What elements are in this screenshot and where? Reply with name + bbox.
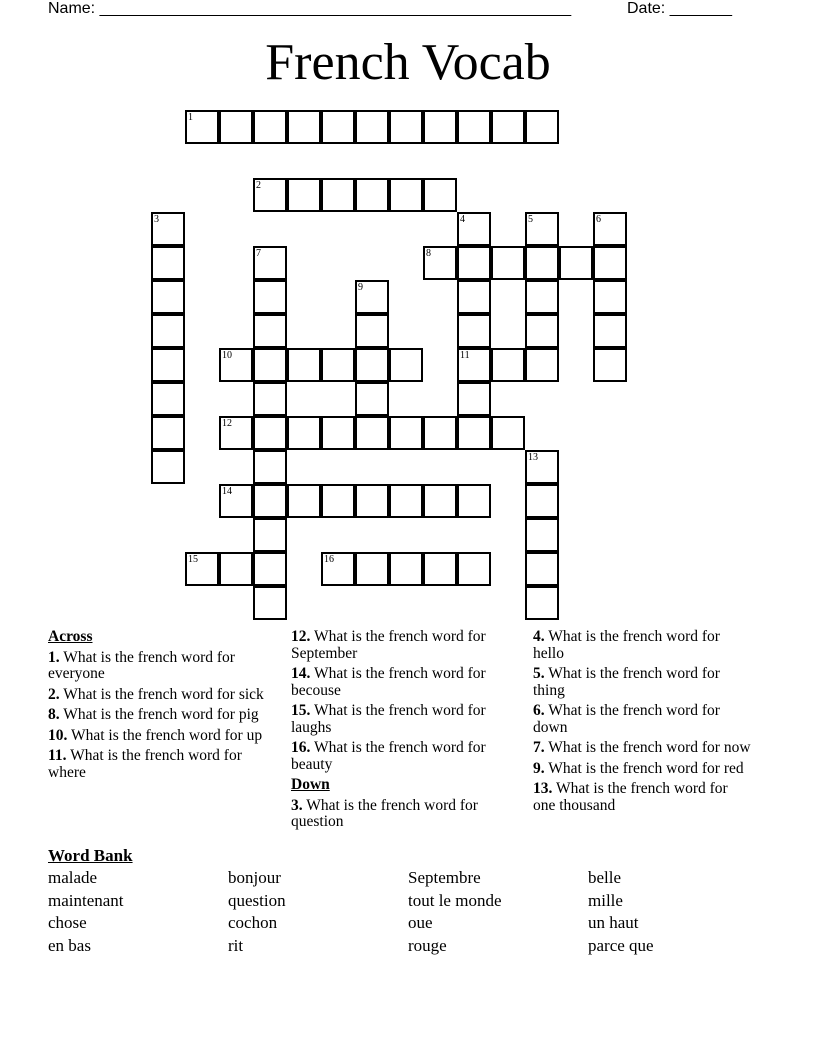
- crossword-cell[interactable]: [253, 416, 287, 450]
- clue-across-14: 14. What is the french word for becouse: [291, 665, 486, 699]
- crossword-cell[interactable]: [253, 586, 287, 620]
- word-bank-item: rit: [228, 936, 244, 955]
- crossword-cell[interactable]: [219, 348, 253, 382]
- crossword-cell[interactable]: [253, 110, 287, 144]
- crossword-cell[interactable]: [355, 280, 389, 314]
- word-bank-item: belle: [588, 868, 622, 887]
- word-bank-item: parce que: [588, 936, 654, 955]
- cell-number: 3: [154, 214, 159, 225]
- word-bank-item: cochon: [228, 913, 278, 932]
- crossword-cell[interactable]: [423, 178, 457, 212]
- crossword-cell[interactable]: [457, 348, 491, 382]
- crossword-cell[interactable]: [253, 484, 287, 518]
- crossword-cell[interactable]: [593, 348, 627, 382]
- clues-column-2: [291, 629, 513, 835]
- word-bank-item: oue: [408, 913, 433, 932]
- crossword-cell[interactable]: [151, 212, 185, 246]
- crossword-cell[interactable]: [457, 552, 491, 586]
- crossword-cell[interactable]: [457, 416, 491, 450]
- cell-number: 8: [426, 248, 431, 259]
- crossword-cell[interactable]: [253, 280, 287, 314]
- clue-across-15: 15. What is the french word for laughs: [291, 702, 486, 736]
- crossword-cell[interactable]: [355, 178, 389, 212]
- word-bank-item: chose: [48, 913, 87, 932]
- crossword-cell[interactable]: [491, 416, 525, 450]
- crossword-cell[interactable]: [355, 484, 389, 518]
- across-heading: Across: [48, 628, 93, 645]
- clues-column-1: [48, 629, 268, 785]
- crossword-cell[interactable]: [593, 212, 627, 246]
- crossword-cell[interactable]: [389, 416, 423, 450]
- cell-number: 2: [256, 180, 261, 191]
- clue-across-1: 1. What is the french word for everyone: [48, 648, 235, 682]
- crossword-cell[interactable]: [355, 382, 389, 416]
- crossword-cell[interactable]: [389, 178, 423, 212]
- crossword-cell[interactable]: [219, 416, 253, 450]
- cell-number: 12: [222, 418, 232, 429]
- cell-number: 6: [596, 214, 601, 225]
- crossword-cell[interactable]: [287, 484, 321, 518]
- crossword-cell[interactable]: [219, 552, 253, 586]
- cell-number: 4: [460, 214, 465, 225]
- crossword-cell[interactable]: [151, 450, 185, 484]
- crossword-cell[interactable]: [457, 246, 491, 280]
- crossword-cell[interactable]: [525, 450, 559, 484]
- crossword-cell[interactable]: [321, 348, 355, 382]
- crossword-cell[interactable]: [219, 484, 253, 518]
- crossword-cell[interactable]: [525, 484, 559, 518]
- crossword-cell[interactable]: [287, 178, 321, 212]
- crossword-cell[interactable]: [457, 280, 491, 314]
- crossword-cell[interactable]: [389, 552, 423, 586]
- name-field-label: Name: _____________________________________________________: [48, 0, 572, 17]
- crossword-cell[interactable]: [491, 110, 525, 144]
- crossword-cell[interactable]: [593, 314, 627, 348]
- crossword-cell[interactable]: [253, 450, 287, 484]
- crossword-cell[interactable]: [185, 110, 219, 144]
- crossword-cell[interactable]: [457, 110, 491, 144]
- crossword-cell[interactable]: [525, 280, 559, 314]
- crossword-cell[interactable]: [355, 348, 389, 382]
- clue-across-12: 12. What is the french word for September: [291, 628, 486, 662]
- crossword-cell[interactable]: [151, 382, 185, 416]
- crossword-cell[interactable]: [423, 110, 457, 144]
- crossword-cell[interactable]: [253, 246, 287, 280]
- clue-down-9: 9. What is the french word for red: [533, 759, 744, 777]
- clue-across-11: 11. What is the french word for where: [48, 747, 242, 781]
- crossword-cell[interactable]: [287, 110, 321, 144]
- crossword-cell[interactable]: [151, 314, 185, 348]
- word-bank-item: rouge: [408, 936, 447, 955]
- crossword-cell[interactable]: [151, 280, 185, 314]
- crossword-cell[interactable]: [253, 552, 287, 586]
- crossword-cell[interactable]: [355, 314, 389, 348]
- crossword-cell[interactable]: [525, 586, 559, 620]
- clue-across-16: 16. What is the french word for beauty: [291, 739, 486, 773]
- crossword-cell[interactable]: [457, 212, 491, 246]
- crossword-cell[interactable]: [355, 552, 389, 586]
- crossword-cell[interactable]: [423, 246, 457, 280]
- cell-number: 10: [222, 350, 232, 361]
- cell-number: 1: [188, 112, 193, 123]
- crossword-cell[interactable]: [491, 348, 525, 382]
- clue-down-4: 4. What is the french word for hello: [533, 628, 720, 662]
- crossword-cell[interactable]: [185, 552, 219, 586]
- crossword-cell[interactable]: [287, 416, 321, 450]
- crossword-cell[interactable]: [593, 280, 627, 314]
- crossword-cell[interactable]: [389, 110, 423, 144]
- crossword-cell[interactable]: [151, 246, 185, 280]
- crossword-cell[interactable]: [457, 314, 491, 348]
- cell-number: 11: [460, 350, 470, 361]
- word-bank-item: bonjour: [228, 868, 281, 887]
- word-bank-item: tout le monde: [408, 891, 502, 910]
- crossword-cell[interactable]: [253, 314, 287, 348]
- crossword-cell[interactable]: [559, 246, 593, 280]
- crossword-cell[interactable]: [253, 518, 287, 552]
- crossword-cell[interactable]: [355, 416, 389, 450]
- crossword-cell[interactable]: [219, 110, 253, 144]
- crossword-cell[interactable]: [253, 348, 287, 382]
- word-bank-item: un haut: [588, 913, 639, 932]
- cell-number: 14: [222, 486, 232, 497]
- clue-down-3: 3. What is the french word for question: [291, 796, 478, 830]
- crossword-cell[interactable]: [525, 552, 559, 586]
- cell-number: 13: [528, 452, 538, 463]
- page-title: French Vocab: [265, 34, 551, 91]
- word-bank-item: en bas: [48, 936, 91, 955]
- clue-across-2: 2. What is the french word for sick: [48, 685, 264, 703]
- word-bank-item: Septembre: [408, 868, 481, 887]
- crossword-cell[interactable]: [525, 246, 559, 280]
- crossword-cell[interactable]: [457, 382, 491, 416]
- crossword-cell[interactable]: [321, 416, 355, 450]
- cell-number: 16: [324, 554, 334, 565]
- crossword-cell[interactable]: [321, 178, 355, 212]
- cell-number: 15: [188, 554, 198, 565]
- clue-down-7: 7. What is the french word for now: [533, 739, 751, 756]
- date-field-label: Date: _______: [627, 0, 732, 17]
- crossword-cell[interactable]: [423, 552, 457, 586]
- clue-down-13: 13. What is the french word for one thousand: [533, 780, 728, 814]
- crossword-cell[interactable]: [389, 484, 423, 518]
- crossword-cell[interactable]: [355, 110, 389, 144]
- crossword-cell[interactable]: [389, 348, 423, 382]
- crossword-cell[interactable]: [423, 416, 457, 450]
- word-bank-item: question: [228, 891, 286, 910]
- clues-column-3: [533, 629, 753, 818]
- crossword-cell[interactable]: [151, 348, 185, 382]
- crossword-cell[interactable]: [525, 110, 559, 144]
- crossword-cell[interactable]: [253, 382, 287, 416]
- crossword-cell[interactable]: [423, 484, 457, 518]
- crossword-cell[interactable]: [287, 348, 321, 382]
- clue-down-5: 5. What is the french word for thing: [533, 665, 720, 699]
- cell-number: 9: [358, 282, 363, 293]
- down-heading: Down: [291, 776, 330, 793]
- crossword-cell[interactable]: [321, 484, 355, 518]
- crossword-cell[interactable]: [491, 246, 525, 280]
- word-bank-item: malade: [48, 868, 98, 887]
- clue-down-6: 6. What is the french word for down: [533, 702, 720, 736]
- word-bank-item: maintenant: [48, 891, 124, 910]
- crossword-cell[interactable]: [593, 246, 627, 280]
- crossword-cell[interactable]: [151, 416, 185, 450]
- crossword-cell[interactable]: [457, 484, 491, 518]
- crossword-cell[interactable]: [525, 212, 559, 246]
- crossword-cell[interactable]: [525, 314, 559, 348]
- cell-number: 7: [256, 248, 261, 259]
- crossword-cell[interactable]: [253, 178, 287, 212]
- crossword-cell[interactable]: [321, 552, 355, 586]
- clue-across-8: 8. What is the french word for pig: [48, 706, 259, 723]
- crossword-cell[interactable]: [525, 518, 559, 552]
- clue-across-10: 10. What is the french word for up: [48, 726, 263, 744]
- word-bank-item: mille: [588, 891, 623, 910]
- cell-number: 5: [528, 214, 533, 225]
- crossword-cell[interactable]: [525, 348, 559, 382]
- crossword-cell[interactable]: [321, 110, 355, 144]
- word-bank-title: Word Bank: [48, 846, 133, 865]
